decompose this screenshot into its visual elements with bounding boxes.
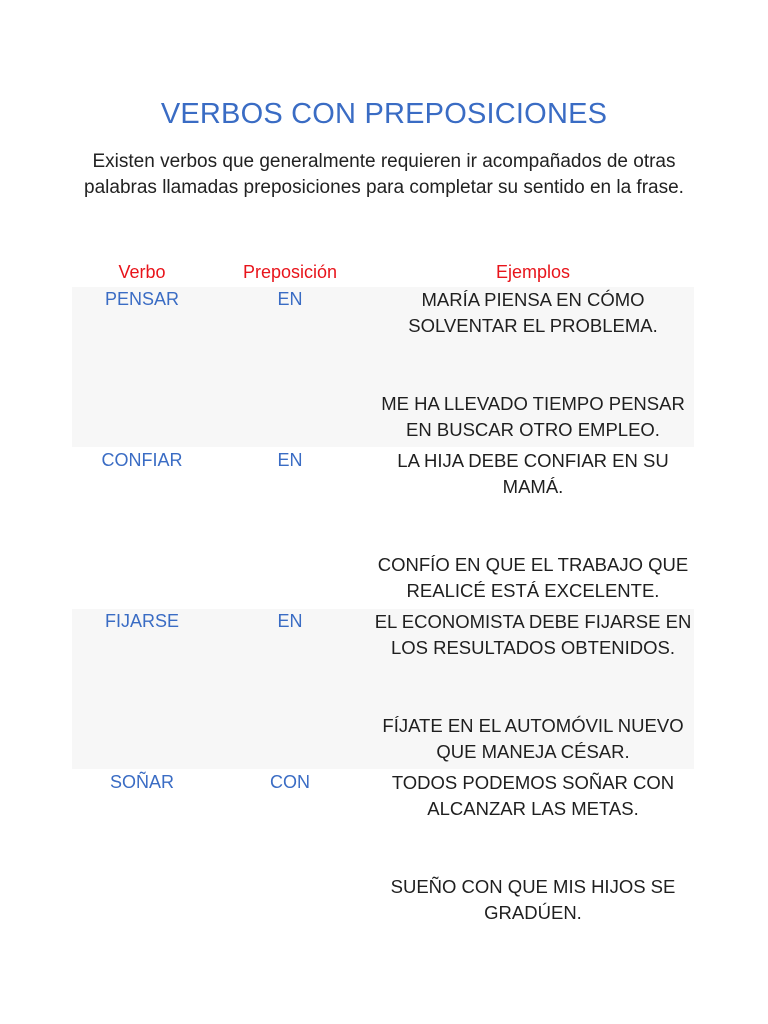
column-header-examples: Ejemplos	[495, 262, 571, 282]
table-row	[72, 287, 694, 447]
example-text: MARÍA PIENSA EN CÓMO SOLVENTAR EL PROBLEMA.	[408, 289, 658, 336]
preposition-cell: EN	[277, 450, 303, 470]
intro-paragraph: Existen verbos que generalmente requieren ir acompañados de otras palabras llamadas preposiciones para completar su sentido en la frase.	[84, 151, 684, 198]
column-header-verb: Verbo	[118, 262, 166, 282]
verb-cell: PENSAR	[104, 289, 180, 309]
table-row	[72, 609, 694, 769]
example-text: TODOS PODEMOS SOÑAR CON ALCANZAR LAS METAS.	[391, 772, 675, 819]
verb-cell: CONFIAR	[101, 450, 183, 470]
verb-cell: SOÑAR	[109, 772, 174, 792]
example-text: EL ECONOMISTA DEBE FIJARSE EN LOS RESULTADOS OBTENIDOS.	[374, 611, 692, 658]
example-text: SUEÑO CON QUE MIS HIJOS SE GRADÚEN.	[390, 876, 676, 923]
column-header-preposition: Preposición	[242, 262, 338, 282]
table-row	[72, 770, 694, 930]
preposition-cell: EN	[277, 289, 303, 309]
page-title: VERBOS CON PREPOSICIONES	[160, 98, 608, 130]
preposition-cell: CON	[270, 772, 310, 792]
example-text: FÍJATE EN EL AUTOMÓVIL NUEVO QUE MANEJA CÉSAR.	[382, 715, 684, 762]
verb-cell: FIJARSE	[104, 611, 179, 631]
table-row	[72, 448, 694, 608]
example-text: CONFÍO EN QUE EL TRABAJO QUE REALICÉ ESTÁ EXCELENTE.	[377, 554, 689, 601]
preposition-cell: EN	[277, 611, 303, 631]
example-text: LA HIJA DEBE CONFIAR EN SU MAMÁ.	[397, 450, 669, 497]
example-text: ME HA LLEVADO TIEMPO PENSAR EN BUSCAR OTRO EMPLEO.	[381, 393, 685, 440]
